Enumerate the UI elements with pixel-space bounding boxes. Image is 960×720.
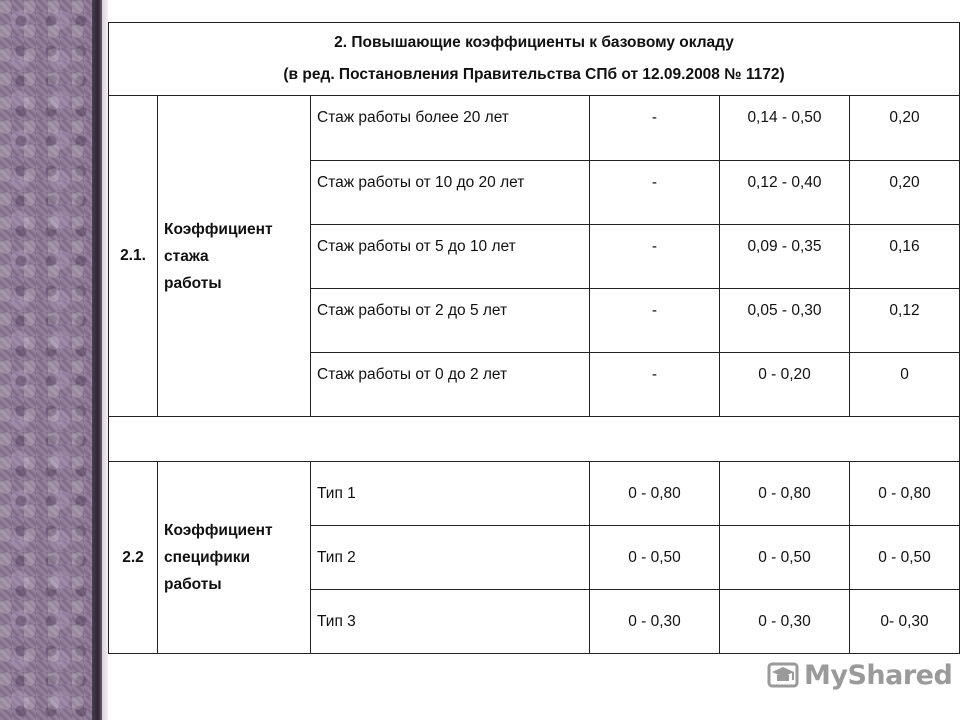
row-value-col2: 0 - 0,50: [590, 526, 720, 590]
table-row: [109, 96, 960, 161]
myshared-watermark: [766, 655, 952, 695]
row-label: Стаж работы от 5 до 10 лет: [311, 225, 590, 289]
row-value-col4: 0: [850, 353, 960, 417]
row-label: Тип 2: [311, 526, 590, 590]
row-value-col2: 0 - 0,30: [590, 590, 720, 654]
table-header-cell: [109, 23, 960, 96]
section-number: 2.2: [109, 462, 158, 654]
group-label-line: стажа: [164, 247, 209, 265]
group-label-line: Коэффициент: [164, 220, 273, 238]
row-value-col4: 0 - 0,80: [850, 462, 960, 526]
section-number: 2.1.: [109, 96, 158, 417]
row-label: Тип 1: [311, 462, 590, 526]
row-value-col4: 0,20: [850, 96, 960, 161]
section-group-label: [158, 462, 311, 654]
watermark-text: MyShared: [804, 659, 953, 691]
table-header-row: [109, 23, 960, 96]
row-value-col2: -: [590, 289, 720, 353]
table-row: [109, 462, 960, 526]
table-title: 2. Повышающие коэффициенты к базовому окладу: [334, 34, 734, 51]
row-value-col2: -: [590, 225, 720, 289]
row-value-col2: -: [590, 96, 720, 161]
row-value-col3: 0 - 0,80: [720, 462, 850, 526]
table-spacer-row: [109, 417, 960, 462]
group-label-line: Коэффициент: [164, 522, 273, 539]
row-label: Стаж работы более 20 лет: [311, 96, 590, 161]
section-group-label: [158, 96, 311, 417]
spacer-cell: [109, 417, 960, 462]
row-value-col3: 0,12 - 0,40: [720, 161, 850, 225]
row-value-col3: 0 - 0,50: [720, 526, 850, 590]
row-value-col2: 0 - 0,80: [590, 462, 720, 526]
decorative-side-bar: [92, 0, 102, 720]
row-value-col4: 0 - 0,50: [850, 526, 960, 590]
row-label: Тип 3: [311, 590, 590, 654]
row-value-col2: -: [590, 161, 720, 225]
row-value-col3: 0,14 - 0,50: [720, 96, 850, 161]
row-value-col3: 0,09 - 0,35: [720, 225, 850, 289]
mortarboard-icon: [766, 658, 800, 692]
row-label: Стаж работы от 10 до 20 лет: [311, 161, 590, 225]
row-value-col3: 0 - 0,20: [720, 353, 850, 417]
group-label-line: работы: [164, 576, 222, 593]
row-value-col2: -: [590, 353, 720, 417]
row-value-col3: 0 - 0,30: [720, 590, 850, 654]
group-label-line: специфики: [164, 549, 251, 566]
decorative-side-pattern: [0, 0, 92, 720]
row-value-col4: 0,20: [850, 161, 960, 225]
row-label: Стаж работы от 2 до 5 лет: [311, 289, 590, 353]
group-label-line: работы: [164, 274, 222, 292]
row-value-col4: 0,16: [850, 225, 960, 289]
coefficients-table: [108, 22, 960, 654]
row-value-col3: 0,05 - 0,30: [720, 289, 850, 353]
table-subtitle: (в ред. Постановления Правительства СПб от 12.09.2008 № 1172): [283, 66, 785, 83]
row-label: Стаж работы от 0 до 2 лет: [311, 353, 590, 417]
row-value-col4: 0,12: [850, 289, 960, 353]
row-value-col4: 0- 0,30: [850, 590, 960, 654]
